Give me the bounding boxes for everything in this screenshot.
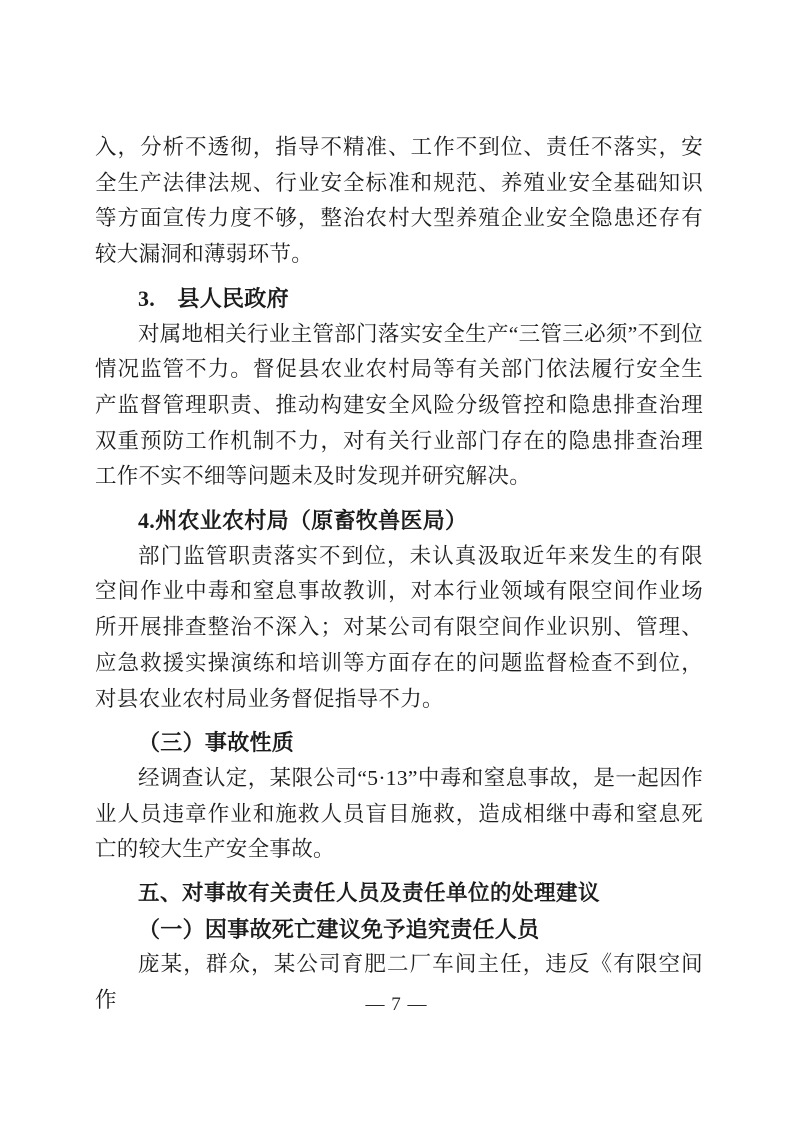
- heading-county-government: 3. 县人民政府: [138, 285, 289, 311]
- page-number: — 7 —: [365, 994, 428, 1015]
- heading-prefecture-agriculture-bureau: 4.州农业农村局（原畜牧兽医局）: [138, 508, 468, 534]
- heading-section-five-handling-suggestions: 五、对事故有关责任人员及责任单位的处理建议: [138, 881, 601, 906]
- heading-subsection-one-exempt-personnel: （一）因事故死亡建议免予追究责任人员: [138, 916, 540, 942]
- document-text-area: [95, 130, 703, 1019]
- paragraph-county-government: 对属地相关行业主管部门落实安全生产“三管三必须”不到位情况监管不力。督促县农业农村局等有关部门依法履行安全生产监督管理职责、推动构建安全风险分级管控和隐患排查治理双重预防工作机制不力，对有关行业部门存在的隐患排查治理工作不实不细等问题未及时发现并研究解决。: [95, 321, 703, 489]
- heading-accident-nature: （三）事故性质: [138, 730, 295, 756]
- paragraph-continuation: 入，分析不透彻，指导不精准、工作不到位、责任不落实，安全生产法律法规、行业安全标准和规范、养殖业安全基础知识等方面宣传力度不够，整治农村大型养殖企业安全隐患还存有较大漏洞和薄弱环节。: [95, 135, 703, 267]
- paragraph-accident-nature: 经调查认定，某限公司“5·13”中毒和窒息事故，是一起因作业人员违章作业和施救人员盲目施救，造成相继中毒和窒息死亡的较大生产安全事故。: [95, 765, 703, 862]
- paragraph-prefecture-agriculture-bureau: 部门监管职责落实不到位，未认真汲取近年来发生的有限空间作业中毒和窒息事故教训，对本行业领域有限空间作业场所开展排查整治不深入；对某公司有限空间作业识别、管理、应急救援实操演练和培训等方面存在的问题监督检查不到位，对县农业农村局业务督促指导不力。: [95, 543, 703, 711]
- paragraph-pang-mou: 庞某，群众，某公司育肥二厂车间主任，违反《有限空间作: [95, 952, 703, 1013]
